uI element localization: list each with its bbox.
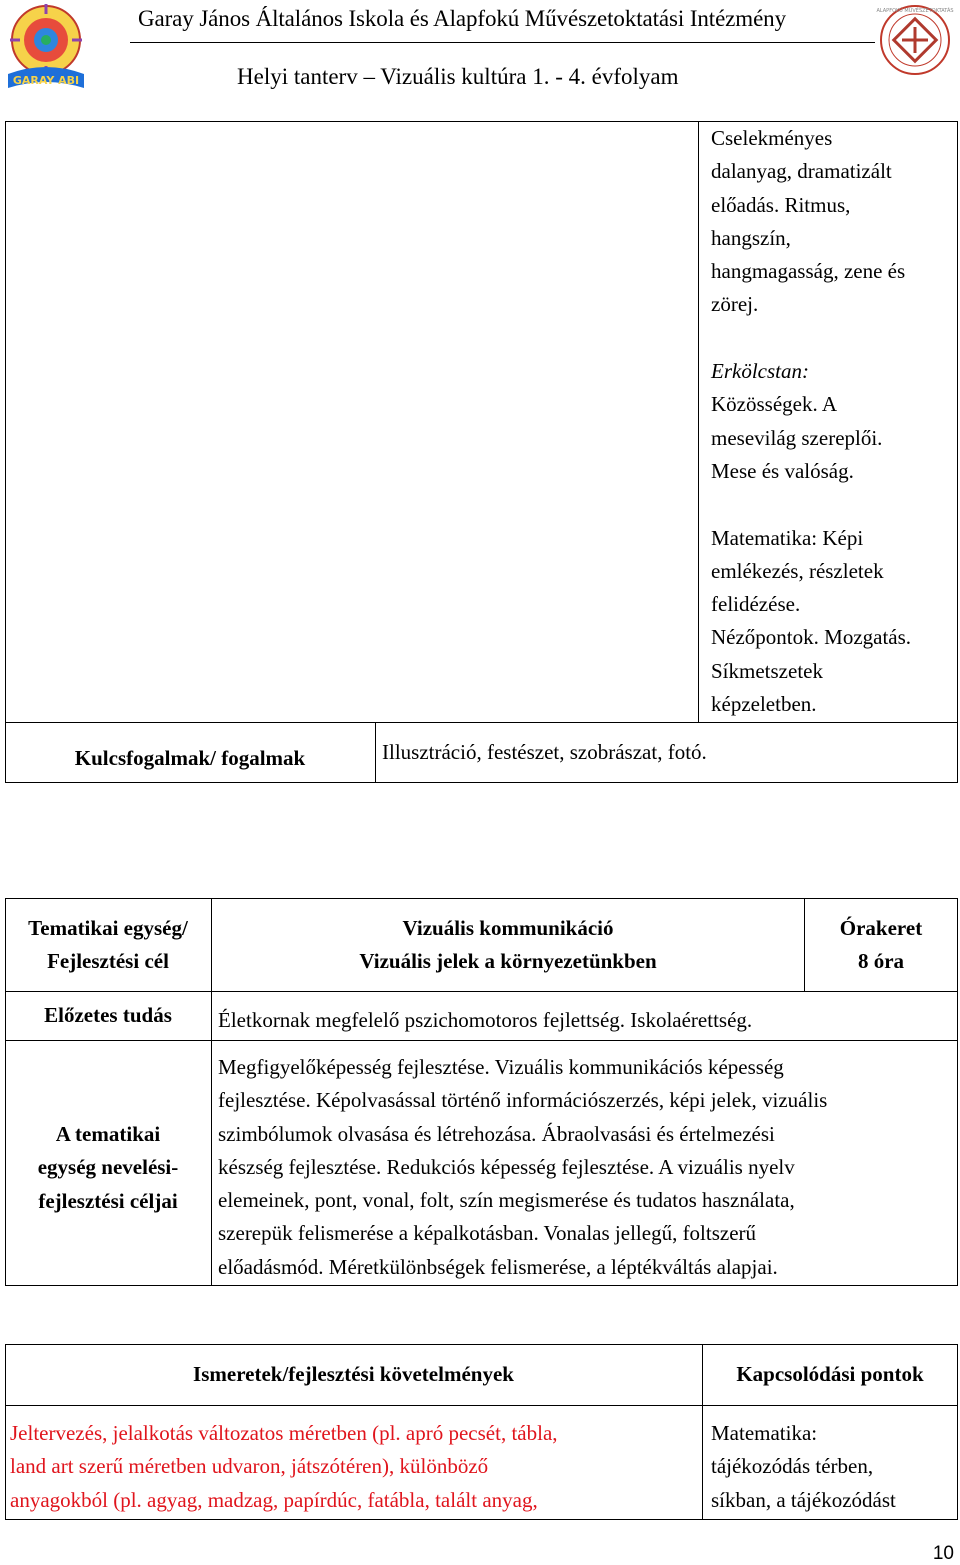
- text-line: szimbólumok olvasása és létrehozása. Ábraolvasási és értelmezési: [218, 1121, 775, 1146]
- school-name: Garay János Általános Iskola és Alapfokú Művészetoktatási Intézmény: [138, 6, 786, 31]
- header-rule: [130, 42, 875, 43]
- hours-frame: [805, 912, 957, 979]
- left-logo-text: GARAY ABI: [12, 74, 80, 87]
- text-line: Síkmetszetek: [711, 658, 823, 683]
- goals-text: [218, 1051, 956, 1284]
- text-line: land art szerű méretben udvaron, játszótéren), különböző: [10, 1454, 489, 1479]
- text-line: síkban, a tájékozódást: [711, 1487, 896, 1512]
- text-line: Mese és valóság.: [711, 458, 854, 483]
- text-line: előadás. Ritmus,: [711, 192, 851, 217]
- text-line: Matematika: Képi: [711, 525, 864, 550]
- key-concepts-value: Illusztráció, festészet, szobrászat, fotó.: [382, 740, 707, 764]
- hours-label: Órakeret: [839, 916, 923, 940]
- text-line: képzeletben.: [711, 692, 817, 717]
- text-line: felidézése.: [711, 592, 801, 617]
- text-line: Közösségek. A: [711, 392, 837, 417]
- text-line: Nézőpontok. Mozgatás.: [711, 625, 912, 650]
- goals-label: [5, 1118, 211, 1218]
- text-line: Cselekményes: [711, 126, 833, 150]
- text-line: Vizuális jelek a környezetünkben: [359, 949, 657, 974]
- key-concepts-label: Kulcsfogalmak/ fogalmak: [74, 746, 306, 770]
- connection-points-continued: [711, 122, 956, 721]
- prior-knowledge-label: Előzetes tudás: [44, 1003, 172, 1027]
- right-logo-text: ALAPFOKÚ MŰVÉSZETOKTATÁS: [876, 8, 954, 14]
- text-line: egység nevelési-: [37, 1155, 179, 1180]
- text-line: mesevilág szereplői.: [711, 425, 883, 450]
- text-line: Megfigyelőképesség fejlesztése. Vizuális kommunikációs képesség: [218, 1055, 784, 1079]
- text-line: dalanyag, dramatizált: [711, 159, 892, 184]
- subject-label: Erkölcstan:: [711, 359, 809, 384]
- connections-header: Kapcsolódási pontok: [736, 1362, 924, 1386]
- text-line: Vizuális kommunikáció: [402, 916, 614, 940]
- text-line: anyagokból (pl. agyag, madzag, papírdúc, fatábla, talált anyag,: [10, 1487, 538, 1512]
- text-line: hangszín,: [711, 225, 791, 250]
- text-line: A tematikai: [55, 1122, 161, 1146]
- document-subtitle: Helyi tanterv – Vizuális kultúra 1. - 4. évfolyam: [237, 64, 679, 89]
- requirements-text: [10, 1417, 558, 1517]
- text-line: Matematika:: [711, 1421, 818, 1445]
- text-line: hangmagasság, zene és: [711, 259, 906, 284]
- text-line: Tematikai egység/: [28, 916, 188, 940]
- text-line: Jeltervezés, jelalkotás változatos méretben (pl. apró pecsét, tábla,: [10, 1421, 558, 1445]
- page-number: 10: [932, 1543, 954, 1564]
- text-line: Fejlesztési cél: [47, 949, 169, 974]
- arts-school-seal-icon: [870, 0, 960, 80]
- text-line: szerepük felismerése a képalkotásban. Vonalas jellegű, foltszerű: [218, 1221, 757, 1246]
- text-line: készség fejlesztése. Redukciós képesség fejlesztése. A vizuális nyelv: [218, 1154, 795, 1179]
- text-line: előadásmód. Méretkülönbségek felismerése, a léptékváltás alapjai.: [218, 1254, 778, 1279]
- hours-value: 8 óra: [857, 949, 905, 974]
- connections-text: [711, 1417, 896, 1517]
- unit-title: [212, 912, 804, 979]
- text-line: tájékozódás térben,: [711, 1454, 874, 1479]
- text-line: fejlesztési céljai: [38, 1188, 178, 1213]
- text-line: elemeinek, pont, vonal, folt, szín megismerése és tudatos használata,: [218, 1188, 795, 1213]
- requirements-header: Ismeretek/fejlesztési követelmények: [193, 1362, 514, 1386]
- unit-label: [5, 912, 211, 979]
- text-line: zörej.: [711, 292, 759, 317]
- school-logo-icon: [0, 0, 92, 92]
- prior-knowledge-value: Életkornak megfelelő pszichomotoros fejlettség. Iskolaérettség.: [218, 1008, 753, 1032]
- text-line: emlékezés, részletek: [711, 558, 884, 583]
- text-line: fejlesztése. Képolvasással történő információszerzés, képi jelek, vizuális: [218, 1088, 828, 1113]
